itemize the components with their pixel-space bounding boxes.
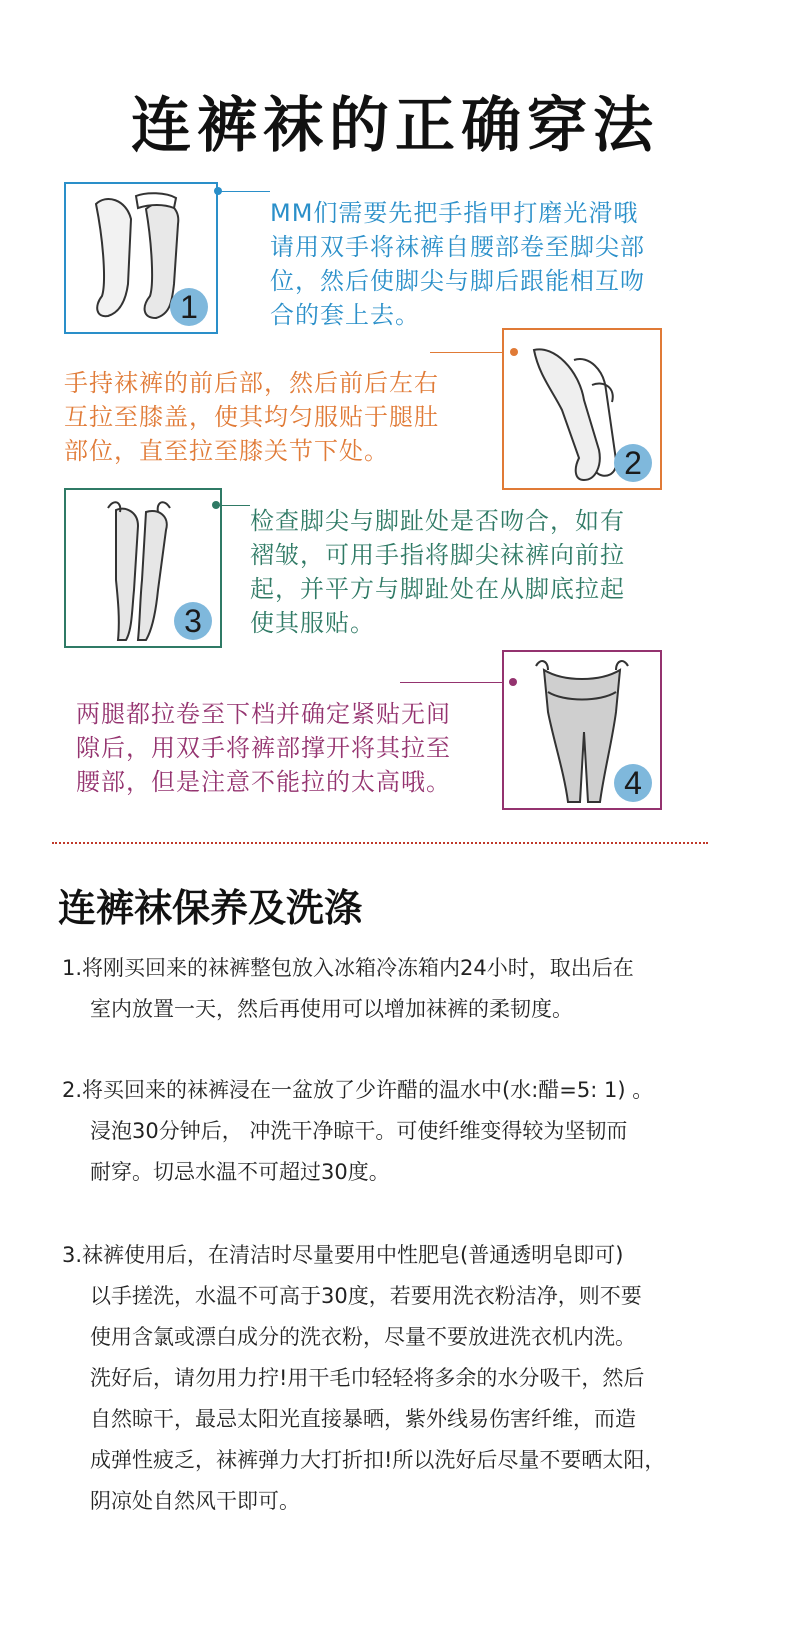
page-title: 连裤袜的正确穿法 — [131, 91, 659, 161]
step-1-badge: 1 — [170, 288, 208, 326]
step-4-badge: 4 — [614, 764, 652, 802]
step-2-connector — [430, 352, 504, 353]
step-4-dot — [509, 678, 517, 686]
step-4-text: 两腿都拉卷至下档并确定紧贴无间 隙后，用双手将裤部撑开将其拉至 腰部，但是注意不能拉的太高哦。 — [76, 700, 451, 796]
section-divider — [52, 842, 708, 844]
care-section-title: 连裤袜保养及洗涤 — [58, 886, 363, 930]
step-2-illustration — [502, 328, 662, 490]
step-2-dot — [510, 348, 518, 356]
step-4-illustration — [502, 650, 662, 810]
step-1-dot — [214, 187, 222, 195]
step-3-connector — [218, 505, 250, 506]
step-3-badge: 3 — [174, 602, 212, 640]
step-1-connector — [218, 191, 270, 192]
step-2-badge: 2 — [614, 444, 652, 482]
step-3-illustration — [64, 488, 222, 648]
step-1-text: MM们需要先把手指甲打磨光滑哦 请用双手将袜裤自腰部卷至脚尖部 位，然后使脚尖与脚后跟能相互吻 合的套上去。 — [270, 199, 645, 329]
step-4-connector — [400, 682, 504, 683]
step-3-dot — [212, 501, 220, 509]
care-item-2: 2.将买回来的袜裤浸在一盆放了少许醋的温水中(水:醋=5: 1) 。 浸泡30分钟后， 冲洗干净晾干。可使纤维变得较为坚韧而 耐穿。切忌水温不可超过30度。 — [62, 1078, 654, 1184]
step-3-text: 检查脚尖与脚趾处是否吻合，如有 褶皱，可用手指将脚尖袜裤向前拉 起，并平方与脚趾处在从脚底拉起 使其服贴。 — [250, 507, 625, 637]
care-item-3: 3.袜裤使用后，在清洁时尽量要用中性肥皂(普通透明皂即可) 以手搓洗，水温不可高于30度，若要用洗衣粉洁净，则不要 使用含氯或漂白成分的洗衣粉，尽量不要放进洗衣机内洗。 洗好后，请勿用力拧!用干毛巾轻轻将多余的水分吸干，然后 自然晾干，最忌太阳光直接暴晒，紫外线易伤害纤维，而造 成弹性疲乏，袜裤弹力大打折扣!所以洗好后尽量不要晒太阳， 阴凉处自然风干即可。 — [62, 1243, 666, 1513]
step-2-text: 手持袜裤的前后部，然后前后左右 互拉至膝盖，使其均匀服贴于腿肚 部位，直至拉至膝关节下处。 — [64, 369, 439, 465]
step-1-illustration — [64, 182, 218, 334]
care-item-1: 1.将刚买回来的袜裤整包放入冰箱冷冻箱内24小时，取出后在 室内放置一天，然后再使用可以增加袜裤的柔韧度。 — [62, 956, 634, 1021]
